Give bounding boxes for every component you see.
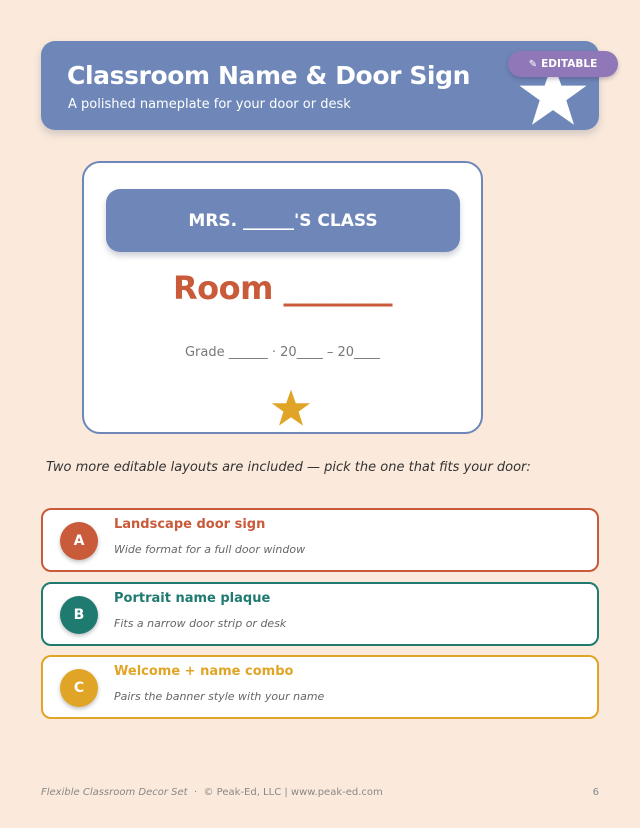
page-number: 6 xyxy=(592,787,599,798)
option-title: Portrait name plaque xyxy=(114,591,271,606)
page-title: Classroom Name & Door Sign xyxy=(67,61,470,90)
badge-label: EDITABLE xyxy=(541,58,598,70)
room-number-line: Room _______ xyxy=(172,269,393,307)
footer-copyright: © Peak-Ed, LLC | www.peak-ed.com xyxy=(203,787,383,798)
layout-option-b xyxy=(41,582,599,646)
door-sign-preview xyxy=(82,161,483,434)
layout-option-c xyxy=(41,655,599,719)
footer-credits xyxy=(41,787,383,798)
option-title: Welcome + name combo xyxy=(114,664,294,679)
footer-product: Flexible Classroom Decor Set xyxy=(41,787,188,798)
page-subtitle: A polished nameplate for your door or desk xyxy=(68,97,351,112)
star-icon xyxy=(271,388,311,428)
option-title: Landscape door sign xyxy=(114,517,266,532)
pencil-icon: ✎ xyxy=(528,58,538,70)
footer-separator: · xyxy=(193,787,198,798)
layouts-intro: Two more editable layouts are included — pick the one that fits your door: xyxy=(46,460,531,475)
option-letter-badge: C xyxy=(60,669,98,707)
grade-year-line: Grade ______ · 20____ – 20____ xyxy=(184,345,380,360)
option-description: Pairs the banner style with your name xyxy=(114,690,325,703)
option-description: Fits a narrow door strip or desk xyxy=(114,617,287,630)
editable-badge xyxy=(508,51,618,77)
option-description: Wide format for a full door window xyxy=(114,543,306,556)
option-letter-badge: A xyxy=(60,522,98,560)
class-name-banner: MRS. ______'S CLASS xyxy=(106,189,460,252)
layout-option-a xyxy=(41,508,599,572)
option-letter-badge: B xyxy=(60,596,98,634)
